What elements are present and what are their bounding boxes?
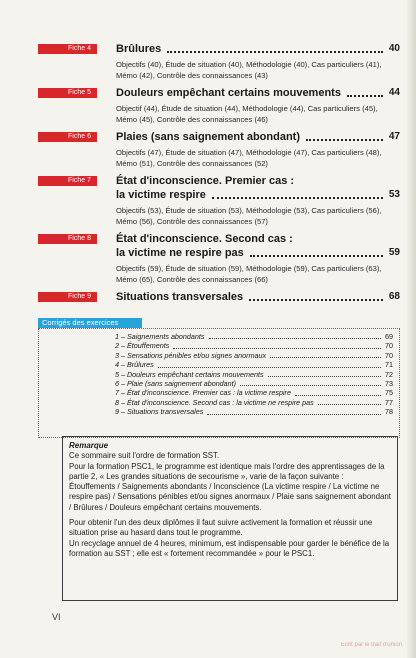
fiche-page-number: 53 [388,189,400,200]
fiche-badge: Fiche 5 [38,88,97,98]
corriges-item [115,407,393,416]
leader-dots [250,255,383,257]
fiche-title-text: Douleurs empêchant certains mouvements [116,87,341,99]
leader-dots [268,370,381,377]
fiche-title [116,130,400,144]
corriges-item [115,332,393,341]
fiche-title [116,174,400,202]
fiche-9-entry [38,290,400,304]
corriges-item-page: 73 [385,379,393,389]
corriges-item-page: 72 [385,369,393,379]
fiche-page-number: 40 [388,43,400,54]
corriges-item-page: 70 [385,341,393,351]
leader-dots [249,299,383,301]
corriges-item-page: 78 [385,407,393,417]
fiche-badge: Fiche 4 [38,44,97,54]
fiche-page-number: 47 [388,131,400,142]
fiche-title-line-1: État d'inconscience. Premier cas : [116,175,295,187]
fiche-description: Objectifs (40), Étude de situation (40), Méthodologie (40), Cas particuliers (41), Mémo (42), Contrôle des connaissances (43) [116,60,382,80]
leader-dots [318,398,381,405]
remarque-box [62,436,398,601]
remarque-paragraph-2: Pour la formation PSC1, le programme est identique mais l'ordre des apprentissages de la partie 2, « Les grandes situations de secourisme », varie de la façon suivante : Étouffements / Saignements abondants / Inconscience (La victime respire / La victime ne respire pas) / Sensations pénibles et/ou signes anormaux / Plaie sans saignement abondant / Brûlures / Douleurs empêchant certains mouvements. [69,461,391,512]
fiche-title-text: Situations transversales [116,291,244,303]
fiche-6-entry [38,130,400,169]
leader-dots [306,139,383,141]
remarque-paragraph-4: Un recyclage annuel de 4 heures, minimum, est indispensable pour garder le bénéfice de la formation au SST ; elle est « fortement recommandée » pour le PSC1. [69,538,390,558]
corriges-item [115,351,393,360]
remarque-paragraph-1: Ce sommaire suit l'ordre de formation SST. [69,451,220,461]
corriges-item-label: 1 – Saignements abondants [115,332,205,341]
page-edge-shadow [406,0,416,658]
fiche-title [116,232,400,260]
fiche-badge: Fiche 9 [38,292,97,302]
fiche-5-entry [38,86,400,125]
corriges-item-page: 77 [385,397,393,407]
corriges-tab: Corrigés des exercices [38,318,142,328]
remarque-paragraph-3: Pour obtenir l'un des deux diplômes il faut suivre activement la formation et réussir une situation prise au hasard dans tout le programme. [69,518,373,538]
fiche-title [116,290,400,304]
fiche-title-text: Brûlures [116,43,162,55]
fiche-title-line-2: la victime respire [116,189,206,201]
fiche-page-number: 44 [388,87,400,98]
corriges-item-label: 3 – Sensations pénibles et/ou signes anormaux [115,350,267,360]
leader-dots [295,388,381,395]
watermark-text: Ecrit par le trait d'union [340,642,402,648]
page-folio: VI [52,612,61,622]
corriges-item-label: 8 – État d'inconscience. Second cas : la victime ne respire pas [115,397,314,407]
corriges-item-label: 5 – Douleurs empêchant certains mouvements [115,369,264,379]
leader-dots [158,360,381,367]
fiche-title-line-1: État d'inconscience. Second cas : [116,233,293,245]
fiche-badge: Fiche 8 [38,234,97,244]
leader-dots [167,51,383,53]
fiche-title [116,86,400,100]
leader-dots [240,379,381,386]
fiche-description: Objectifs (47), Étude de situation (47), Méthodologie (47), Cas particuliers (48), Mémo (51), Contrôle des connaissances (52) [116,148,382,168]
remarque-title: Remarque [69,441,109,450]
corriges-item [115,379,393,388]
leader-dots [209,332,381,339]
fiche-badge: Fiche 7 [38,176,97,186]
leader-dots [207,407,381,414]
corriges-item-label: 7 – État d'inconscience. Premier cas : la victime respire [115,388,291,398]
corriges-item-label: 4 – Brûlures [115,360,154,370]
fiche-page-number: 59 [388,247,400,258]
corriges-item-page: 70 [385,350,393,360]
leader-dots [173,341,381,348]
corriges-item [115,370,393,379]
corriges-item [115,360,393,369]
corriges-item-label: 9 – Situations transversales [115,407,204,417]
corriges-item-label: 2 – Étouffements [115,341,170,351]
fiche-title-text: Plaies (sans saignement abondant) [116,131,300,143]
fiche-description: Objectif (44), Étude de situation (44), Méthodologie (44), Cas particuliers (45), Mémo (45), Contrôle des connaissances (46) [116,104,378,124]
corriges-item-page: 69 [385,332,393,341]
corriges-section [38,318,400,438]
fiche-page-number: 68 [388,291,400,302]
leader-dots [212,197,383,199]
fiche-7-entry [38,174,400,227]
corriges-item [115,341,393,350]
corriges-item [115,398,393,407]
fiche-description: Objectifs (53), Étude de situation (53), Méthodologie (53), Cas particuliers (56), Mémo (56), Contrôle des connaissances (57) [116,206,382,226]
leader-dots [347,95,383,97]
fiche-4-entry [38,42,400,81]
corriges-item-page: 75 [385,388,393,398]
corriges-item [115,388,393,397]
corriges-item-page: 71 [385,360,393,370]
corriges-item-label: 6 – Plaie (sans saignement abondant) [115,379,237,389]
fiche-title [116,42,400,56]
leader-dots [270,351,381,358]
fiche-description: Objectifs (59), Étude de situation (59), Méthodologie (59), Cas particuliers (63), Mémo (65), Contrôle des connaissances (66) [116,264,382,284]
corriges-list [38,328,400,438]
fiche-8-entry [38,232,400,285]
fiche-badge: Fiche 6 [38,132,97,142]
fiche-title-line-2: la victime ne respire pas [116,247,244,259]
